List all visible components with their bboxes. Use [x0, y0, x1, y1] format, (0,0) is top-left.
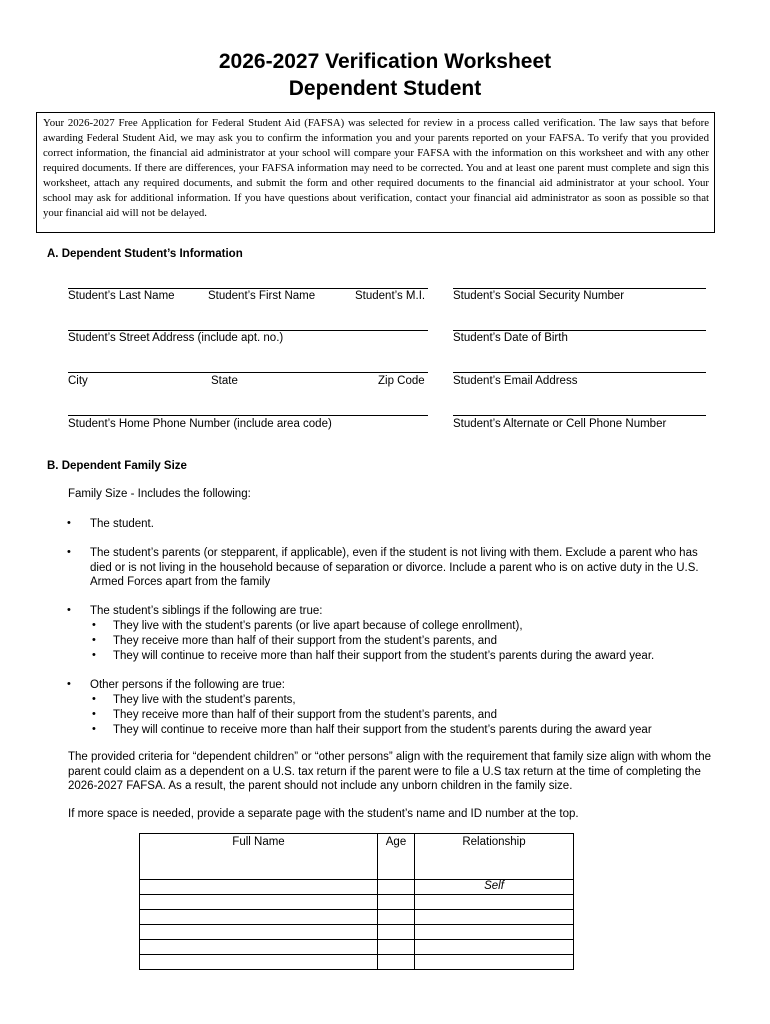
bullet-icon: •	[92, 619, 96, 631]
bullet-icon: •	[92, 649, 96, 661]
email-field[interactable]	[453, 372, 706, 373]
table-row	[140, 940, 574, 955]
bullet-icon: •	[67, 546, 71, 558]
family-item-siblings: The student’s siblings if the following are true:	[90, 605, 323, 617]
bullet-icon: •	[92, 634, 96, 646]
age-cell[interactable]	[378, 925, 415, 940]
page-title: 2026-2027 Verification Worksheet	[218, 50, 552, 73]
relationship-cell[interactable]	[415, 955, 574, 970]
criteria-paragraph: The provided criteria for “dependent children” or “other persons” align with the requirement that family size align with whom the parent could claim as a dependent on a U.S. tax return if the parent were to file a U.S tax return at the time of completing the 2026-2027 FAFSA. As a result, the parent should not include any unborn children in the family size.	[68, 751, 712, 793]
mi-label: Student’s M.I.	[355, 290, 426, 302]
alt-phone-label: Student’s Alternate or Cell Phone Number	[453, 418, 667, 430]
sibling-criterion: They live with the student’s parents (or live apart because of college enrollment),	[113, 620, 523, 632]
dob-label: Student’s Date of Birth	[453, 332, 568, 344]
bullet-icon: •	[92, 708, 96, 720]
more-space-note: If more space is needed, provide a separate page with the student’s name and ID number at the top.	[68, 808, 579, 820]
bullet-icon: •	[92, 723, 96, 735]
other-criterion: They will continue to receive more than half their support from the student’s parents during the award year	[113, 724, 652, 736]
age-cell[interactable]	[378, 880, 415, 895]
table-row	[140, 895, 574, 910]
sibling-criterion: They receive more than half of their support from the student’s parents, and	[113, 635, 497, 647]
student-name-field[interactable]	[68, 288, 428, 289]
table-row	[140, 910, 574, 925]
family-members-table	[139, 833, 574, 970]
name-cell[interactable]	[140, 940, 378, 955]
relationship-cell[interactable]	[415, 895, 574, 910]
ssn-field[interactable]	[453, 288, 706, 289]
family-size-intro: Family Size - Includes the following:	[68, 488, 251, 500]
relationship-cell-self: Self	[415, 880, 574, 895]
dob-field[interactable]	[453, 330, 706, 331]
col-relationship: Relationship	[415, 834, 574, 880]
age-cell[interactable]	[378, 895, 415, 910]
street-field[interactable]	[68, 330, 428, 331]
ssn-label: Student’s Social Security Number	[453, 290, 625, 302]
section-b-heading: B. Dependent Family Size	[47, 460, 187, 472]
relationship-cell[interactable]	[415, 940, 574, 955]
sibling-criterion: They will continue to receive more than half their support from the student’s parents during the award year.	[113, 650, 655, 662]
name-cell[interactable]	[140, 880, 378, 895]
home-phone-field[interactable]	[68, 415, 428, 416]
family-item-others: Other persons if the following are true:	[90, 679, 285, 691]
intro-box: Your 2026-2027 Free Application for Federal Student Aid (FAFSA) was selected for review in a process called verification. The law says that before awarding Federal Student Aid, we may ask you to confirm the information you and your parents reported on your FAFSA. To verify that you provided correct information, the financial aid administrator at your school will compare your FAFSA with the information on this worksheet and with any other required documents. If there are differences, your FAFSA information may need to be corrected. You and at least one parent must complete and sign this worksheet, attach any required documents, and submit the form and other required documents to the financial aid administrator at your school. Your school may ask for additional information. If you have questions about verification, contact your financial aid administrator as soon as possible so that your financial aid will not be delayed.	[36, 112, 715, 233]
family-item-student: The student.	[90, 518, 154, 530]
bullet-icon: •	[67, 517, 71, 529]
age-cell[interactable]	[378, 940, 415, 955]
last-name-label: Student’s Last Name	[68, 290, 175, 302]
city-state-zip-field[interactable]	[68, 372, 428, 373]
page-subtitle: Dependent Student	[288, 77, 482, 100]
col-full-name: Full Name	[140, 834, 378, 880]
name-cell[interactable]	[140, 925, 378, 940]
relationship-cell[interactable]	[415, 910, 574, 925]
bullet-icon: •	[92, 693, 96, 705]
email-label: Student’s Email Address	[453, 375, 578, 387]
age-cell[interactable]	[378, 910, 415, 925]
home-phone-label: Student’s Home Phone Number (include area code)	[68, 418, 332, 430]
other-criterion: They receive more than half of their support from the student’s parents, and	[113, 709, 497, 721]
name-cell[interactable]	[140, 895, 378, 910]
zip-label: Zip Code	[378, 375, 425, 387]
bullet-icon: •	[67, 604, 71, 616]
other-criterion: They live with the student’s parents,	[113, 694, 296, 706]
name-cell[interactable]	[140, 910, 378, 925]
relationship-cell[interactable]	[415, 925, 574, 940]
section-a-heading: A. Dependent Student’s Information	[47, 248, 243, 260]
bullet-icon: •	[67, 678, 71, 690]
table-row	[140, 880, 574, 895]
age-cell[interactable]	[378, 955, 415, 970]
col-age: Age	[378, 834, 415, 880]
state-label: State	[211, 375, 238, 387]
family-item-parents: The student’s parents (or stepparent, if applicable), even if the student is not living with them. Exclude a parent who has died or is not living in the household because of separation or divorce. Include a parent who is on active duty in the U.S. Armed Forces apart from the family	[90, 547, 699, 589]
name-cell[interactable]	[140, 955, 378, 970]
street-label: Student’s Street Address (include apt. no.)	[68, 332, 284, 344]
first-name-label: Student’s First Name	[208, 290, 316, 302]
table-header-row	[140, 834, 574, 880]
table-row	[140, 925, 574, 940]
city-label: City	[68, 375, 88, 387]
table-row	[140, 955, 574, 970]
alt-phone-field[interactable]	[453, 415, 706, 416]
